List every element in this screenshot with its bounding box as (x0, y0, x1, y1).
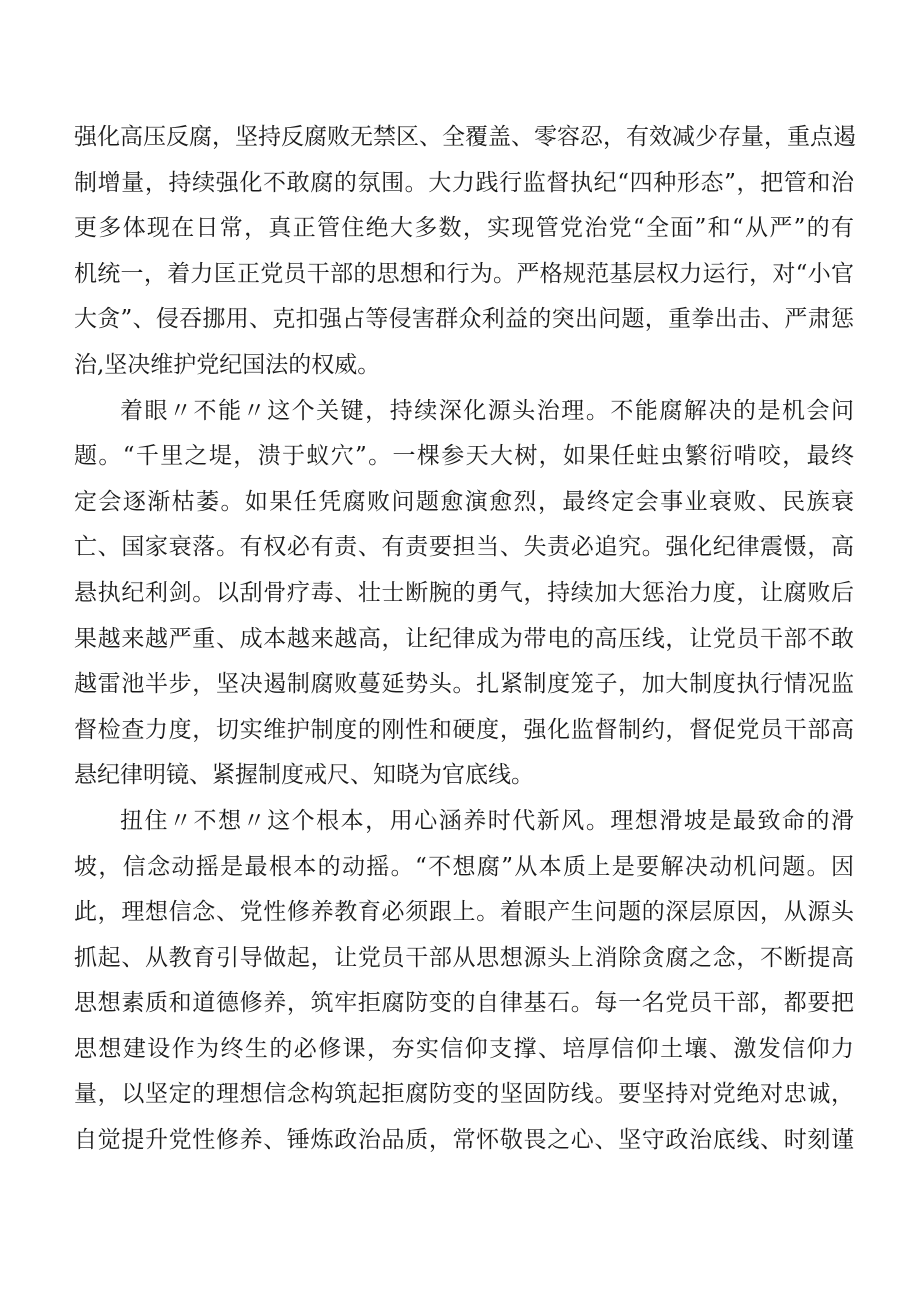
text-line: 督检查力度，切实维护制度的刚性和硬度，强化监督制约，督促党员干部高 (74, 716, 854, 743)
text-line: 题。“千里之堤，溃于蚁穴”。一棵参天大树，如果任蛀虫繁衍啃咬，最终 (74, 443, 854, 470)
text-line: 悬纪律明镜、紧握制度戒尺、知晓为官底线。 (74, 762, 534, 789)
text-line: 越雷池半步，坚决遏制腐败蔓延势头。扎紧制度笼子，加大制度执行情况监 (74, 671, 854, 698)
text-line: 抓起、从教育引导做起，让党员干部从思想源头上消除贪腐之念，不断提高 (74, 944, 854, 971)
paragraph-1 (74, 115, 854, 389)
text-line: 机统一，着力匡正党员干部的思想和行为。严格规范基层权力运行，对“小官 (74, 260, 854, 287)
text-line: 定会逐渐枯萎。如果任凭腐败问题愈演愈烈，最终定会事业衰败、民族衰 (74, 488, 854, 515)
document-body (74, 115, 854, 1164)
text-line: 更多体现在日常，真正管住绝大多数，实现管党治党“全面”和“从严”的有 (74, 215, 854, 242)
text-line: 扭住〃不想〃这个根本，用心涵养时代新风。理想滑坡是最致命的滑 (120, 807, 854, 834)
text-line: 坡，信念动摇是最根本的动摇。“不想腐”从本质上是要解决动机问题。因 (74, 853, 854, 880)
text-line: 果越来越严重、成本越来越高，让纪律成为带电的高压线，让党员干部不敢 (74, 625, 854, 652)
text-line: 悬执纪利剑。以刮骨疗毒、壮士断腕的勇气，持续加大惩治力度，让腐败后 (74, 579, 854, 606)
text-line: 自觉提升党性修养、锤炼政治品质，常怀敬畏之心、坚守政治底线、时刻谨 (74, 1127, 854, 1154)
text-line: 亡、国家衰落。有权必有责、有责要担当、失责必追究。强化纪律震慑，高 (74, 534, 854, 561)
text-line: 思想素质和道德修养，筑牢拒腐防变的自律基石。每一名党员干部，都要把 (74, 990, 854, 1017)
text-line: 量，以坚定的理想信念构筑起拒腐防变的坚固防线。要坚持对党绝对忠诚， (74, 1081, 854, 1108)
text-line: 思想建设作为终生的必修课，夯实信仰支撑、培厚信仰土壤、激发信仰力 (74, 1035, 854, 1062)
paragraph-2 (74, 389, 854, 799)
text-line: 制增量，持续强化不敢腐的氛围。大力践行监督执纪“四种形态”，把管和治 (74, 169, 854, 196)
text-line: 着眼〃不能〃这个关键，持续深化源头治理。不能腐解决的是机会问 (120, 397, 854, 424)
text-line: 治,坚决维护党纪国法的权威。 (74, 351, 381, 378)
text-line: 大贪”、侵吞挪用、克扣强占等侵害群众利益的突出问题，重拳出击、严肃惩 (74, 306, 854, 333)
text-line: 强化高压反腐，坚持反腐败无禁区、全覆盖、零容忍，有效减少存量，重点遏 (74, 124, 856, 150)
paragraph-3 (74, 799, 854, 1164)
text-line: 此，理想信念、党性修养教育必须跟上。着眼产生问题的深层原因，从源头 (74, 899, 854, 926)
